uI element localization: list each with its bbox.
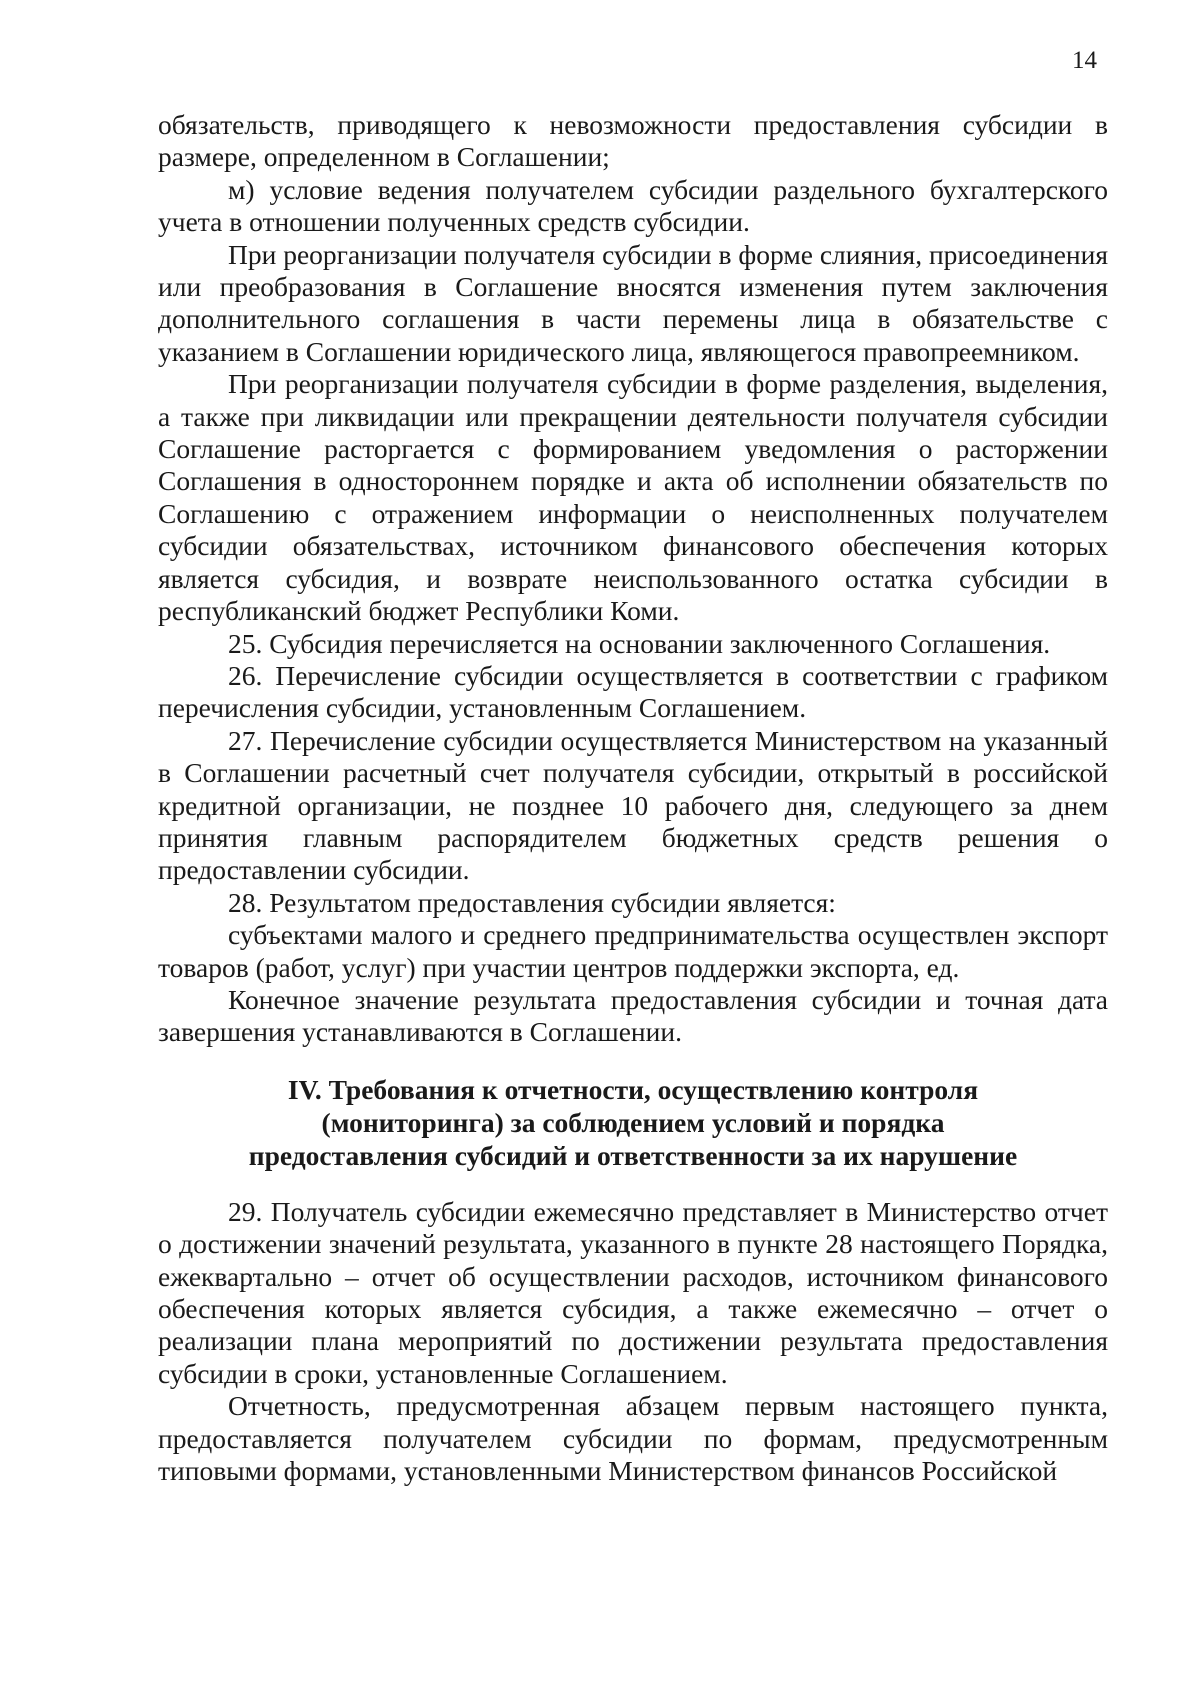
page-number: 14	[1072, 47, 1097, 74]
paragraph-reorganization-division: При реорганизации получателя субсидии в форме разделения, выделения, а также при ликвидации или прекращении деятельности получателя субсидии Соглашение расторгается с формированием уведомления о расторжении Соглашения в одностороннем порядке и акта об исполнении обязательств по Соглашению с отражением информации о неисполненных получателем субсидии обязательствах, источником финансового обеспечения которых является субсидия, и возврате неиспользованного остатка субсидии в республиканский бюджет Республики Коми.	[158, 368, 1108, 627]
paragraph-reporting-forms: Отчетность, предусмотренная абзацем первым настоящего пункта, предоставляется получателем субсидии по формам, предусмотренным типовыми формами, установленными Министерством финансов Российской	[158, 1390, 1108, 1487]
paragraph-point-28: 28. Результатом предоставления субсидии является:	[228, 886, 836, 918]
paragraph-result-definition: субъектами малого и среднего предпринимательства осуществлен экспорт товаров (работ, услуг) при участии центров поддержки экспорта, ед.	[158, 919, 1108, 983]
paragraph-point-27: 27. Перечисление субсидии осуществляется Министерством на указанный в Соглашении расчетный счет получателя субсидии, открытый в российской кредитной организации, не позднее 10 рабочего дня, следующего за днем принятия главным распорядителем бюджетных средств решения о предоставлении субсидии.	[158, 724, 1108, 886]
paragraph-point-25: 25. Субсидия перечисляется на основании заключенного Соглашения.	[228, 627, 1051, 659]
paragraph-continuation: обязательств, приводящего к невозможности предоставления субсидии в размере, определенном в Соглашении;	[158, 109, 1108, 173]
paragraph-point-29: 29. Получатель субсидии ежемесячно представляет в Министерство отчет о достижении значений результата, указанного в пункте 28 настоящего Порядка, ежеквартально – отчет об осуществлении расходов, источником финансового обеспечения которых является субсидия, а также ежемесячно – отчет о реализации плана мероприятий по достижении результата предоставления субсидии в сроки, установленные Соглашением.	[158, 1195, 1108, 1389]
paragraph-final-value: Конечное значение результата предоставления субсидии и точная дата завершения устанавливаются в Соглашении.	[158, 983, 1108, 1048]
document-body	[158, 109, 1108, 1487]
section-heading-line: предоставления субсидий и ответственности за их нарушение	[248, 1139, 1018, 1171]
paragraph-item-m: м) условие ведения получателем субсидии раздельного бухгалтерского учета в отношении полученных средств субсидии.	[158, 173, 1108, 238]
paragraph-reorganization-merger: При реорганизации получателя субсидии в форме слияния, присоединения или преобразования в Соглашение вносятся изменения путем заключения дополнительного соглашения в части перемены лица в обязательстве с указанием в Соглашении юридического лица, являющегося правопреемником.	[158, 238, 1108, 367]
paragraph-point-26: 26. Перечисление субсидии осуществляется в соответствии с графиком перечисления субсидии, установленным Соглашением.	[158, 659, 1108, 724]
section-heading	[158, 1073, 1108, 1172]
section-heading-line: IV. Требования к отчетности, осуществлению контроля	[287, 1073, 979, 1105]
section-heading-line: (мониторинга) за соблюдением условий и порядка	[321, 1106, 945, 1138]
